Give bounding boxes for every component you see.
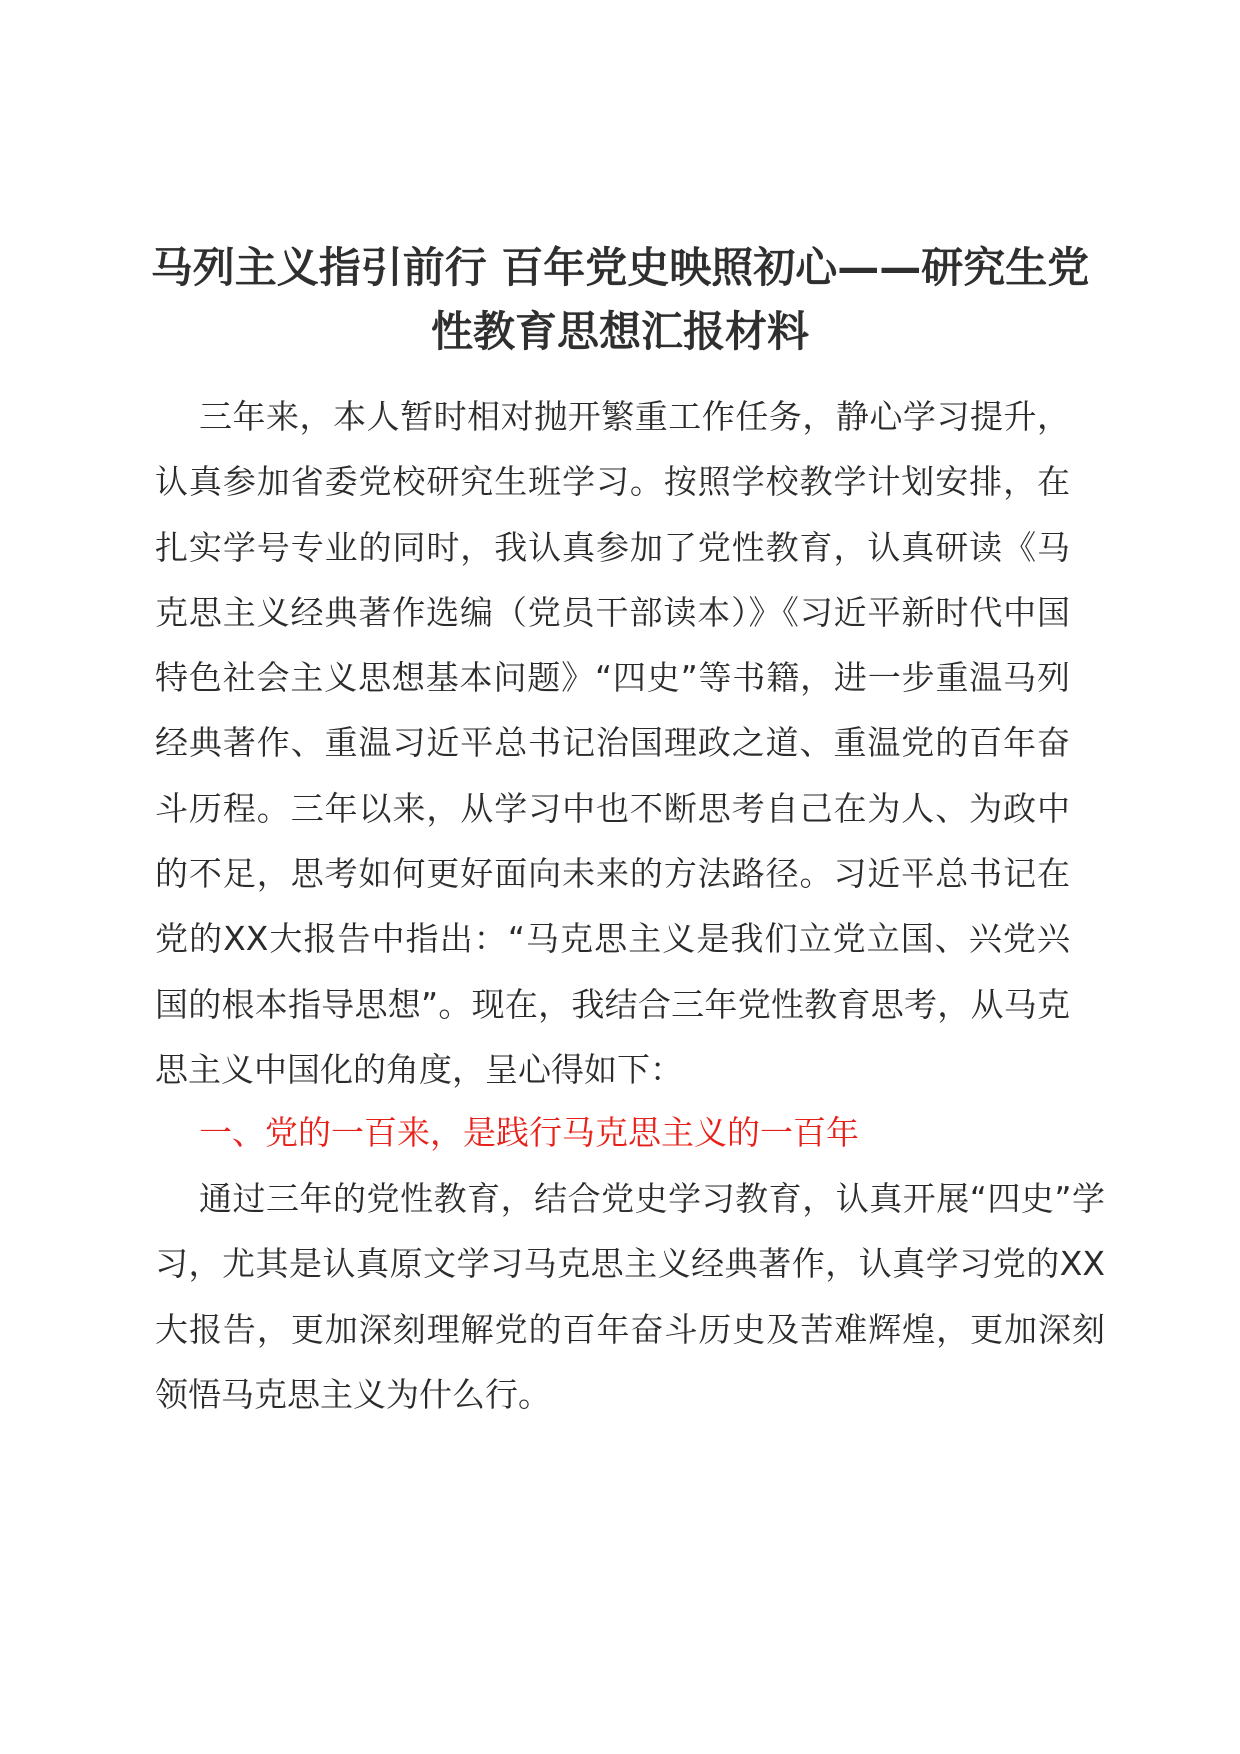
document-title: 马列主义指引前行 百年党史映照初心——研究生党性教育思想汇报材料 xyxy=(150,243,1090,356)
section-heading-1: 一、党的一百来，是践行马克思主义的一百年 xyxy=(199,1113,859,1152)
body-paragraph-1: 三年来，本人暂时相对抛开繁重工作任务，静心学习提升，认真参加省委党校研究生班学习。按照学校教学计划安排，在扎实学号专业的同时，我认真参加了党性教育，认真研读《马克思主义经典著作选编（党员干部读本）》《习近平新时代中国特色社会主义思想基本问题》“四史”等书籍，进一步重温马列经典著作、重温习近平总书记治国理政之道、重温党的百年奋斗历程。三年以来，从学习中也不断思考自己在为人、为政中的不足，思考如何更好面向未来的方法路径。习近平总书记在党的XX大报告中指出：“马克思主义是我们立党立国、兴党兴国的根本指导思想”。现在，我结合三年党性教育思考，从马克思主义中国化的角度，呈心得如下： xyxy=(155,397,1070,1089)
body-paragraph-2: 通过三年的党性教育，结合党史学习教育，认真开展“四史”学习，尤其是认真原文学习马克思主义经典著作，认真学习党的XX大报告，更加深刻理解党的百年奋斗历史及苦难辉煌，更加深刻领悟马克思主义为什么行。 xyxy=(155,1179,1105,1414)
